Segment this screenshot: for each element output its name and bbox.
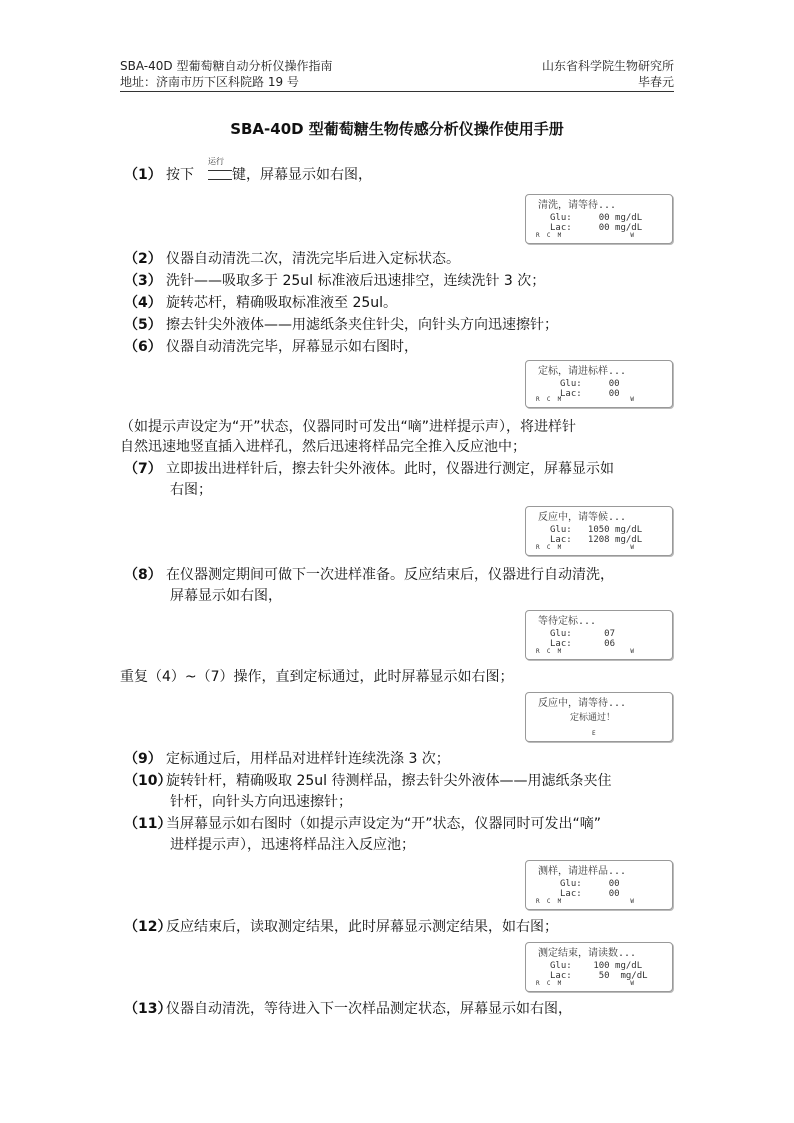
paragraph-inject-1: （如提示声设定为“开”状态，仪器同时可发出“嘀”进样提示声），将进样针 [120,419,577,435]
page-title: SBA-40D 型葡萄糖生物传感分析仪操作使用手册 [230,120,564,138]
header-address: 地址：济南市历下区科院路 19 号 [120,75,299,89]
lcd-screen-reacting: 反应中，请等候... Glu: 1050 mg/dL Lac: 1208 mg/dL R C M W [525,506,673,556]
step-12: （12）反应结束后，读取测定结果，此时屏幕显示测定结果，如右图； [124,919,558,935]
header-doc-title: SBA-40D 型葡萄糖自动分析仪操作指南 [120,59,333,73]
step-11-cont: 进样提示声），迅速将样品注入反应池； [170,837,415,853]
lcd-screen-sample: 测样，请进样品... Glu: 00 Lac: 00 R C M W [525,860,673,910]
paragraph-inject-2: 自然迅速地竖直插入进样孔，然后迅速将样品完全推入反应池中； [120,439,526,455]
step-4: （4） 旋转芯杆，精确吸取标准液至 25ul。 [124,295,398,311]
header-divider [120,91,674,92]
lcd-screen-calibrate: 定标，请进标样... Glu: 00 Lac: 00 R C M W [525,360,673,408]
header-author: 毕春元 [637,75,674,89]
step-10: （10）旋转针杆，精确吸取 25ul 待测样品，擦去针尖外液体——用滤纸条夹住 [124,773,612,789]
step-1: （1） 按下 键，屏幕显示如右图， [124,167,372,183]
step-9: （9） 定标通过后，用样品对进样针连续洗涤 3 次； [124,751,450,767]
step-11: （11）当屏幕显示如右图时（如提示声设定为“开”状态，仪器同时可发出“嘀” [124,816,602,832]
lcd-screen-result: 测定结束，请读数... Glu: 100 mg/dL Lac: 50 mg/dL R C M W [525,942,673,992]
step-8-cont: 屏幕显示如右图， [170,588,282,604]
paragraph-repeat: 重复（4）~（7）操作，直到定标通过，此时屏幕显示如右图； [120,669,514,685]
step-5: （5） 擦去针尖外液体——用滤纸条夹住针尖，向针头方向迅速擦针； [124,317,558,333]
lcd-screen-waiting: 等待定标... Glu: 07 Lac: 06 R C M W [525,610,673,660]
step-7: （7） 立即拔出进样针后，擦去针尖外液体。此时，仪器进行测定，屏幕显示如 [124,461,614,477]
step-6: （6） 仪器自动清洗完毕，屏幕显示如右图时， [124,339,418,355]
lcd-screen-cleaning: 清洗，请等待... Glu: 00 mg/dL Lac: 00 mg/dL R C M W [525,194,673,244]
header-institute: 山东省科学院生物研究所 [541,59,674,73]
step-3: （3） 洗针——吸取多于 25ul 标准液后迅速排空，连续洗针 3 次； [124,273,546,289]
step-8: （8） 在仪器测定期间可做下一次进样准备。反应结束后，仪器进行自动清洗， [124,567,614,583]
lcd-screen-passed: 反应中，请等待... 定标通过！ E [525,692,673,742]
step-13: （13）仪器自动清洗，等待进入下一次样品测定状态，屏幕显示如右图， [124,1001,572,1017]
step-10-cont: 针杆，向针头方向迅速擦针； [170,794,352,810]
step-2: （2） 仪器自动清洗二次，清洗完毕后进入定标状态。 [124,251,460,267]
step-7-cont: 右图； [170,482,212,498]
run-key-icon: 运行 [202,156,240,184]
